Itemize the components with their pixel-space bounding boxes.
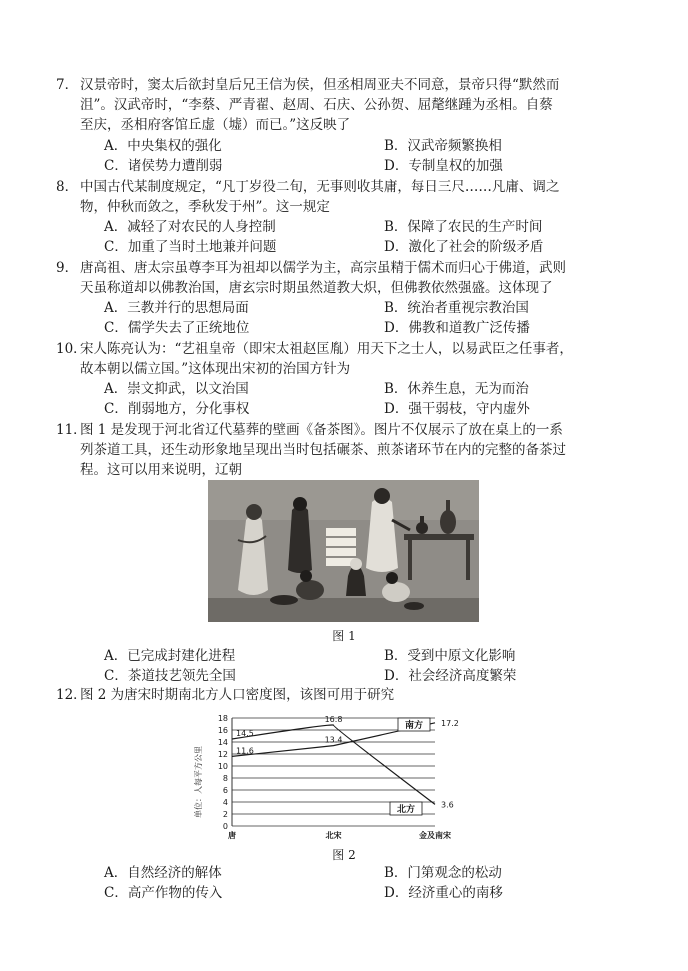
option-a[interactable]: A．已完成封建化进程 bbox=[104, 648, 236, 664]
option-d[interactable]: D．激化了社会的阶级矛盾 bbox=[384, 239, 544, 255]
question-text: 图 2 为唐宋时期南北方人口密度图，该图可用于研究 bbox=[80, 687, 395, 703]
y-tick-label: 6 bbox=[222, 786, 228, 795]
x-tick-label: 唐 bbox=[228, 831, 236, 840]
question-number: 9． bbox=[56, 260, 79, 276]
options-10 bbox=[104, 379, 644, 419]
question-text: 沮”。汉武帝时，“李蔡、严青翟、赵周、石庆、公孙贺、屈氂继踵为丞相。自蔡 bbox=[80, 97, 553, 113]
option-c[interactable]: C．加重了当时土地兼并问题 bbox=[104, 239, 277, 255]
question-number: 7． bbox=[56, 77, 79, 93]
question-11 bbox=[56, 420, 640, 480]
tea-preparation-mural bbox=[208, 480, 479, 622]
question-text: 宋人陈亮认为：“艺祖皇帝（即宋太祖赵匡胤）用天下之士人，以易武臣之任事者， bbox=[80, 341, 573, 357]
question-number: 8． bbox=[56, 179, 79, 195]
question-number: 12． bbox=[56, 687, 87, 703]
y-tick-label: 16 bbox=[217, 726, 228, 735]
y-tick-labels bbox=[218, 714, 228, 831]
options-7 bbox=[104, 136, 644, 176]
y-tick-label: 2 bbox=[222, 810, 228, 819]
options-8 bbox=[104, 217, 644, 257]
question-text: 程。这可以用来说明，辽朝 bbox=[80, 462, 242, 478]
option-d[interactable]: D．佛教和道教广泛传播 bbox=[384, 320, 530, 336]
y-tick-label: 18 bbox=[217, 714, 228, 723]
mural-illustration bbox=[208, 480, 479, 622]
question-text: 列茶道工具，还生动形象地呈现出当时包括碾茶、煎茶诸环节在内的完整的备茶过 bbox=[80, 442, 566, 458]
question-text: 唐高祖、唐太宗虽尊李耳为祖却以儒学为主，高宗虽精于儒术而归心于佛道，武则 bbox=[80, 260, 566, 276]
options-9 bbox=[104, 298, 644, 338]
data-label: 11.6 bbox=[236, 746, 254, 756]
option-c[interactable]: C．诸侯势力遭削弱 bbox=[104, 158, 223, 174]
y-tick-label: 8 bbox=[222, 774, 228, 783]
figure-1-caption: 图 1 bbox=[332, 629, 356, 643]
y-tick-label: 4 bbox=[222, 798, 228, 807]
option-c[interactable]: C．儒学失去了正统地位 bbox=[104, 320, 250, 336]
option-a[interactable]: A．自然经济的解体 bbox=[104, 865, 222, 881]
question-text: 至庆，丞相府客馆丘虚（墟）而已。”这反映了 bbox=[80, 117, 351, 133]
question-text: 物，仲秋而敛之，季秋发于州”。这一规定 bbox=[80, 199, 330, 215]
option-d[interactable]: D．强干弱枝，守内虚外 bbox=[384, 401, 530, 417]
data-label: 17.2 bbox=[441, 718, 459, 728]
population-density-chart bbox=[190, 710, 490, 845]
options-12 bbox=[104, 863, 644, 903]
question-text: 汉景帝时，窦太后欲封皇后兄王信为侯，但丞相周亚夫不同意，景帝只得“默然而 bbox=[80, 77, 560, 93]
y-tick-label: 0 bbox=[222, 822, 228, 831]
series-labels bbox=[390, 718, 430, 815]
question-8 bbox=[56, 177, 640, 217]
data-label: 14.5 bbox=[236, 729, 254, 738]
data-label: 13.4 bbox=[324, 735, 343, 745]
data-label: 3.6 bbox=[441, 800, 454, 810]
y-tick-label: 14 bbox=[217, 738, 228, 747]
figure-2-caption: 图 2 bbox=[332, 848, 356, 862]
x-tick-label: 金及南宋 bbox=[419, 831, 451, 840]
question-number: 10． bbox=[56, 341, 87, 357]
option-b[interactable]: B．汉武帝频繁换相 bbox=[384, 138, 502, 154]
option-a[interactable]: A．减轻了对农民的人身控制 bbox=[104, 219, 276, 235]
y-tick-label: 10 bbox=[217, 762, 228, 771]
question-text: 天虽称道却以佛教治国，唐玄宗时期虽然道教大炽，但佛教依然强盛。这体现了 bbox=[80, 280, 553, 296]
y-tick-label: 12 bbox=[217, 750, 228, 759]
x-tick-labels bbox=[228, 830, 451, 840]
option-b[interactable]: B．受到中原文化影响 bbox=[384, 648, 516, 664]
option-a[interactable]: A．中央集权的强化 bbox=[104, 138, 222, 154]
option-d[interactable]: D．专制皇权的加强 bbox=[384, 158, 503, 174]
series-label: 北方 bbox=[396, 805, 416, 815]
option-c[interactable]: C．高产作物的传入 bbox=[104, 885, 223, 901]
y-axis-label: 单位：人每平方公里 bbox=[194, 746, 203, 818]
question-9 bbox=[56, 258, 640, 298]
option-a[interactable]: A．三教并行的思想局面 bbox=[104, 300, 249, 316]
option-b[interactable]: B．门第观念的松动 bbox=[384, 865, 502, 881]
option-a[interactable]: A．崇文抑武，以文治国 bbox=[104, 381, 249, 397]
series-label: 南方 bbox=[404, 721, 424, 731]
question-text: 中国古代某制度规定，“凡丁岁役二旬，无事则收其庸，每日三尺……凡庸、调之 bbox=[80, 179, 560, 195]
x-tick-label: 北宋 bbox=[325, 831, 342, 840]
option-d[interactable]: D．社会经济高度繁荣 bbox=[384, 668, 517, 684]
question-7 bbox=[56, 75, 640, 135]
option-b[interactable]: B．统治者重视宗教治国 bbox=[384, 300, 529, 316]
question-text: 图 1 是发现于河北省辽代墓葬的壁画《备茶图》。图片不仅展示了放在桌上的一系 bbox=[80, 422, 563, 438]
options-11 bbox=[104, 646, 644, 686]
data-label: 16.8 bbox=[324, 715, 343, 725]
question-10 bbox=[56, 339, 640, 379]
question-number: 11． bbox=[56, 422, 87, 438]
option-b[interactable]: B．休养生息，无为而治 bbox=[384, 381, 529, 397]
option-b[interactable]: B．保障了农民的生产时间 bbox=[384, 219, 543, 235]
option-d[interactable]: D．经济重心的南移 bbox=[384, 885, 503, 901]
question-12 bbox=[56, 685, 640, 705]
option-c[interactable]: C．茶道技艺领先全国 bbox=[104, 668, 236, 684]
question-text: 故本朝以儒立国。”这体现出宋初的治国方针为 bbox=[80, 361, 351, 377]
option-c[interactable]: C．削弱地方，分化事权 bbox=[104, 401, 250, 417]
